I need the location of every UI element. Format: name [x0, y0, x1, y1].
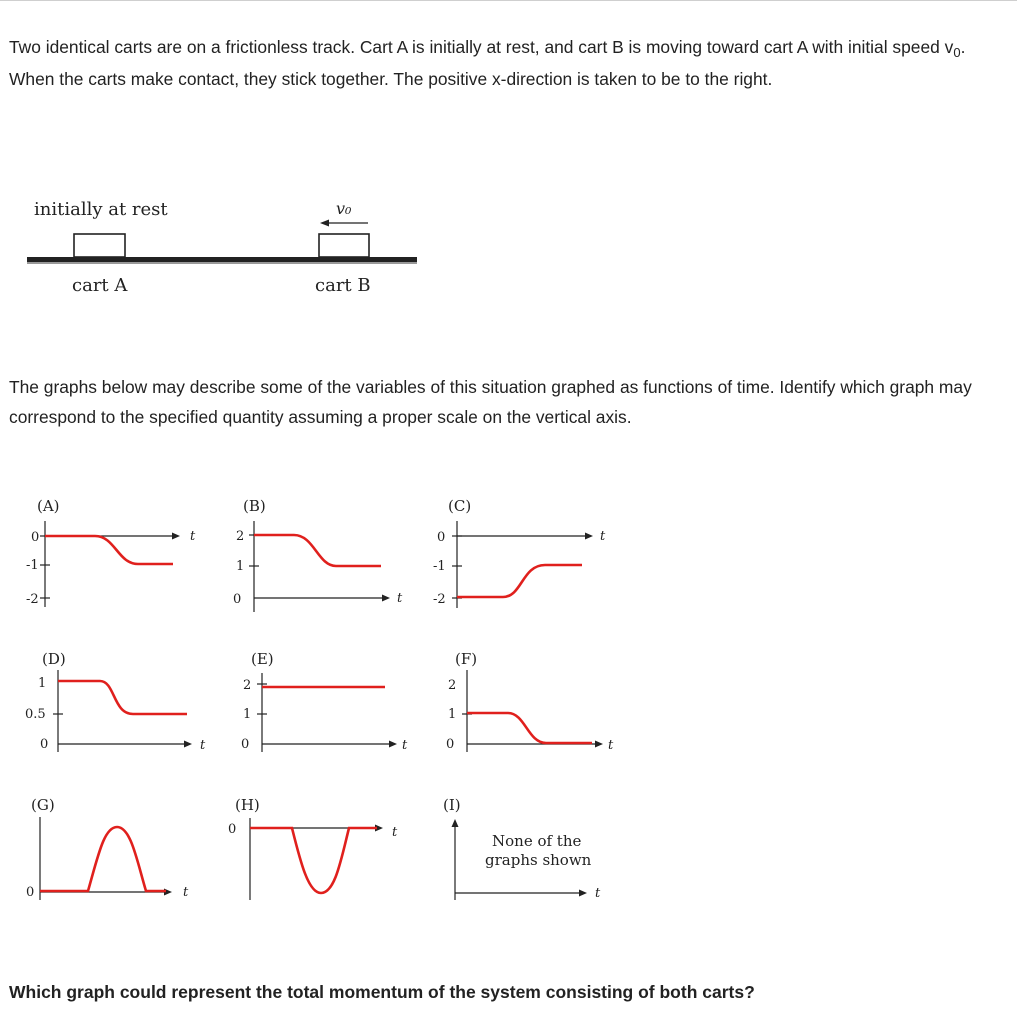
- graph-c-tick-2: -2: [433, 592, 446, 607]
- graph-i-y-arrowhead: [452, 819, 459, 827]
- graph-f-arrowhead: [595, 741, 603, 748]
- graph-a-tick-0: 0: [31, 530, 40, 545]
- graph-f-tick-1: 1: [448, 707, 457, 722]
- graph-d-title: (D): [42, 650, 66, 668]
- graphs-intro: The graphs below may describe some of the variables of this situation graphed as functions of time. Identify which graph may correspond to the specified quantity assuming a proper scale on the vertical axis.: [9, 377, 972, 427]
- graph-b-tick-0: 0: [233, 592, 242, 607]
- graph-f-tick-2: 2: [448, 678, 457, 693]
- graph-f-title: (F): [455, 650, 478, 668]
- graph-g-curve: [40, 827, 166, 891]
- question: Which graph could represent the total momentum of the system consisting of both carts?: [9, 982, 755, 1002]
- graph-e-title: (E): [251, 650, 274, 668]
- graph-i-text-2: graphs shown: [485, 851, 592, 869]
- graph-d: [25, 650, 206, 753]
- graph-a-t-label: t: [190, 529, 196, 544]
- graph-d-curve: [58, 681, 187, 714]
- graph-c-curve: [457, 565, 582, 597]
- graph-f: [446, 650, 614, 753]
- graph-e-t-label: t: [402, 738, 408, 753]
- graph-a-curve: [45, 536, 173, 564]
- graph-b: [233, 497, 403, 612]
- graph-a: [26, 497, 196, 607]
- graph-d-tick-05: 0.5: [25, 707, 46, 722]
- graph-a-title: (A): [37, 497, 60, 515]
- label-v0: v₀: [336, 199, 352, 218]
- cart-b-box: [319, 234, 369, 257]
- graph-c-tick-1: -1: [433, 559, 446, 574]
- graph-a-tick-2: -2: [26, 592, 39, 607]
- label-cart-a: cart A: [72, 275, 128, 296]
- graph-h-t-label: t: [392, 825, 398, 840]
- graph-e-tick-1: 1: [243, 707, 252, 722]
- graph-h-tick-0: 0: [228, 822, 237, 837]
- cart-diagram: [20, 190, 430, 305]
- graph-a-arrowhead: [172, 533, 180, 540]
- graph-g-tick-0: 0: [26, 885, 35, 900]
- graph-b-tick-1: 1: [236, 559, 245, 574]
- graph-f-t-label: t: [608, 738, 614, 753]
- graph-d-tick-1: 1: [38, 676, 47, 691]
- graph-b-title: (B): [243, 497, 266, 515]
- graph-b-t-label: t: [397, 591, 403, 606]
- graph-i: [443, 796, 601, 901]
- graph-h-title: (H): [235, 796, 260, 814]
- graph-c-t-label: t: [600, 529, 606, 544]
- graph-e-tick-2: 2: [243, 678, 252, 693]
- graph-grid: [0, 490, 650, 910]
- label-cart-b: cart B: [315, 275, 371, 296]
- graph-i-arrowhead: [579, 890, 587, 897]
- graph-c: [433, 497, 606, 608]
- subscript-zero: 0: [953, 45, 961, 60]
- top-border: [0, 0, 1017, 1]
- graph-b-curve: [254, 535, 381, 566]
- graph-d-arrowhead: [184, 741, 192, 748]
- graph-i-title: (I): [443, 796, 461, 814]
- graph-g-title: (G): [31, 796, 55, 814]
- graph-i-t-label: t: [595, 886, 601, 901]
- graph-f-tick-0: 0: [446, 737, 455, 752]
- graph-a-tick-1: -1: [26, 558, 39, 573]
- label-initially-at-rest: initially at rest: [34, 199, 168, 220]
- graph-g: [26, 796, 189, 900]
- velocity-arrowhead: [320, 220, 329, 227]
- graph-b-arrowhead: [382, 595, 390, 602]
- graph-d-t-label: t: [200, 738, 206, 753]
- graph-h-curve: [250, 828, 377, 893]
- graph-b-tick-2: 2: [236, 529, 245, 544]
- graph-i-text-1: None of the: [492, 832, 582, 850]
- graph-c-title: (C): [448, 497, 472, 515]
- track: [27, 257, 417, 262]
- graph-e-tick-0: 0: [241, 737, 250, 752]
- graph-f-curve: [467, 713, 592, 743]
- graph-c-arrowhead: [585, 533, 593, 540]
- cart-a-box: [74, 234, 125, 257]
- graph-e: [241, 650, 408, 753]
- graph-e-arrowhead: [389, 741, 397, 748]
- graph-h: [228, 796, 398, 900]
- graph-d-tick-0: 0: [40, 737, 49, 752]
- graph-c-tick-0: 0: [437, 530, 446, 545]
- graph-g-t-label: t: [183, 885, 189, 900]
- problem-intro: Two identical carts are on a frictionless track. Cart A is initially at rest, and cart B is moving toward cart A with initial speed $v_0$. When the carts make contact, they stick together. The positive x-direction is taken to be to the right.: [9, 37, 966, 89]
